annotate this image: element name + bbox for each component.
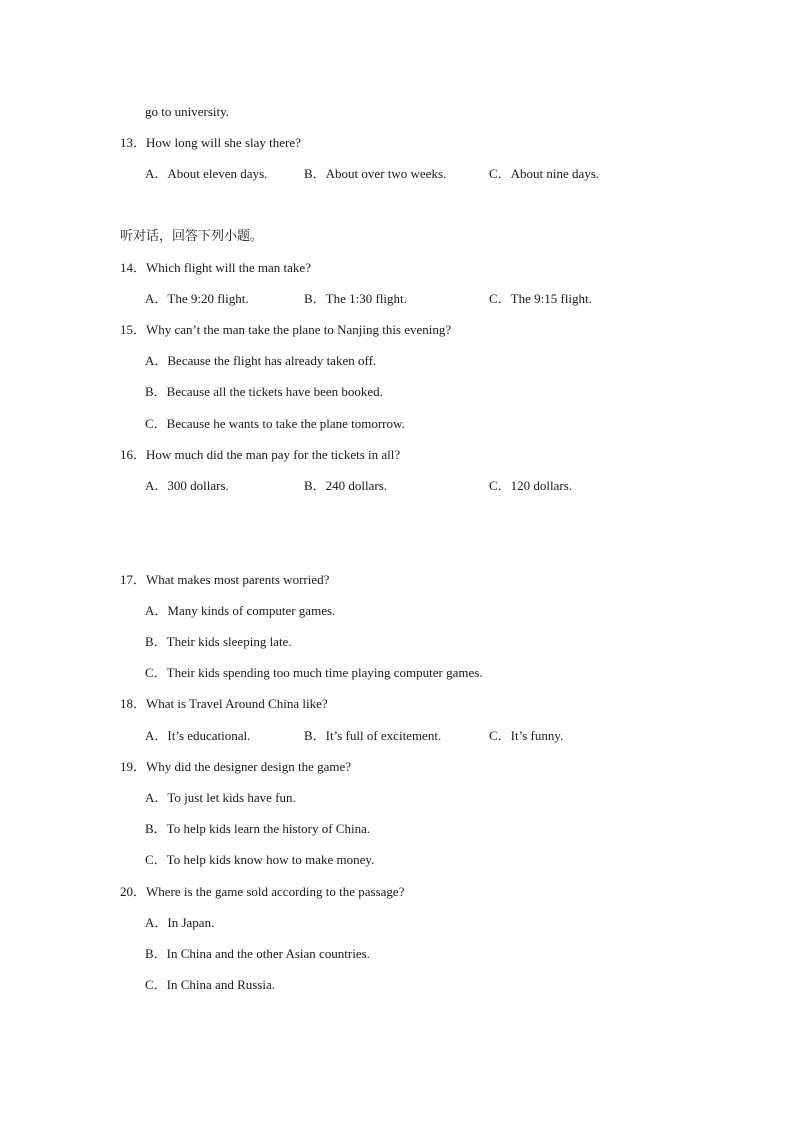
q13-option-a: A．About eleven days. (145, 166, 268, 181)
q19-option-c: C．To help kids know how to make money. (145, 852, 375, 867)
q17-option-b: B．Their kids sleeping late. (145, 634, 292, 649)
q14-option-b: B．The 1:30 flight. (304, 291, 407, 306)
q16-option-c: C．120 dollars. (489, 478, 573, 493)
question-16: 16．How much did the man pay for the tickets in all? (120, 447, 401, 462)
q20-option-c: C．In China and Russia. (145, 977, 275, 992)
q18-option-b: B．It’s full of excitement. (304, 728, 442, 743)
q13-option-c: C．About nine days. (489, 166, 600, 181)
q16-option-a: A．300 dollars. (145, 478, 229, 493)
q18-option-c: C．It’s funny. (489, 728, 564, 743)
q14-option-c: C．The 9:15 flight. (489, 291, 592, 306)
question-14: 14．Which flight will the man take? (120, 260, 311, 275)
question-19: 19．Why did the designer design the game? (120, 759, 352, 774)
q20-option-a: A．In Japan. (145, 915, 215, 930)
q15-option-a: A．Because the flight has already taken off. (145, 353, 377, 368)
q17-option-c: C．Their kids spending too much time playing computer games. (145, 665, 483, 680)
q15-option-c: C．Because he wants to take the plane tomorrow. (145, 416, 405, 431)
question-13: 13．How long will she slay there? (120, 135, 301, 150)
q16-option-b: B．240 dollars. (304, 478, 388, 493)
q20-option-b: B．In China and the other Asian countries. (145, 946, 370, 961)
continuation-text: go to university. (145, 104, 230, 119)
q13-option-b: B．About over two weeks. (304, 166, 447, 181)
q15-option-b: B．Because all the tickets have been booked. (145, 384, 383, 399)
question-17: 17．What makes most parents worried? (120, 572, 330, 587)
q17-option-a: A．Many kinds of computer games. (145, 603, 336, 618)
q18-option-a: A．It’s educational. (145, 728, 251, 743)
section-heading: 听对话，回答下列小题。 (120, 229, 264, 244)
q14-option-a: A．The 9:20 flight. (145, 291, 249, 306)
q19-option-a: A．To just let kids have fun. (145, 790, 296, 805)
q19-option-b: B．To help kids learn the history of China. (145, 821, 371, 836)
question-18: 18．What is Travel Around China like? (120, 696, 328, 711)
question-20: 20．Where is the game sold according to the passage? (120, 884, 405, 899)
question-15: 15．Why can’t the man take the plane to Nanjing this evening? (120, 322, 452, 337)
